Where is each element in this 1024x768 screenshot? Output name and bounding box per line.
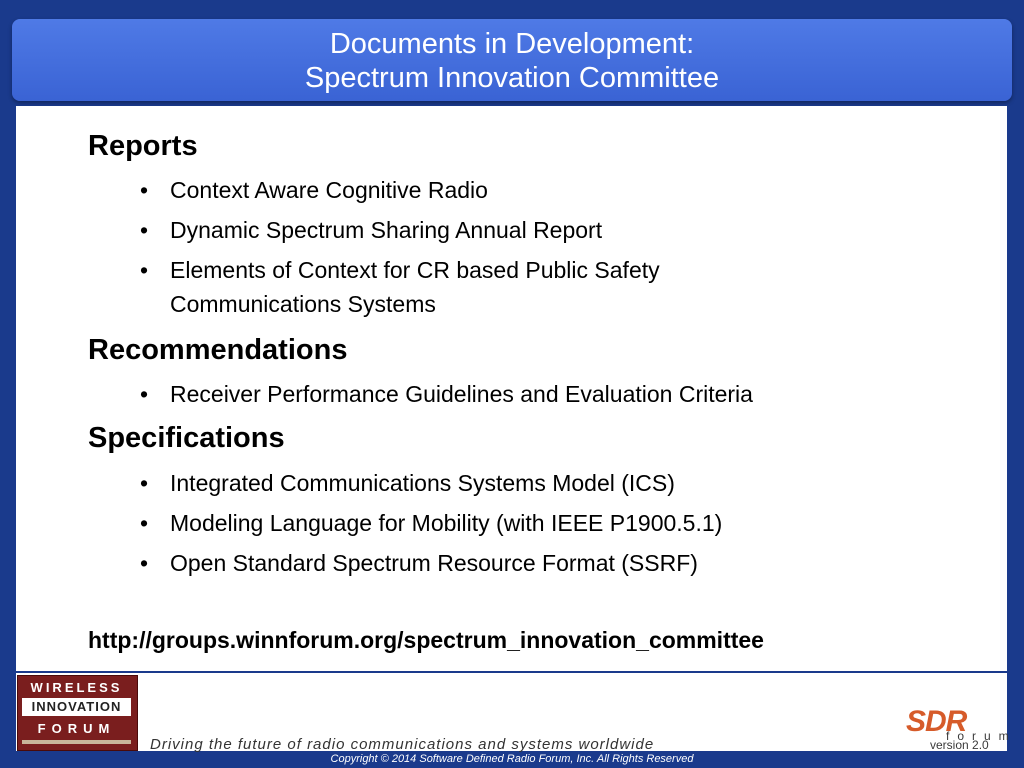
bullet-icon: • xyxy=(140,470,149,496)
bullet-icon: • xyxy=(140,257,149,283)
slide-title-line-1: Documents in Development: xyxy=(329,28,695,60)
wireless-innovation-forum-logo xyxy=(17,675,138,751)
list-item-text: Open Standard Spectrum Resource Format (SSRF) xyxy=(170,550,698,576)
list-item-text: Communications Systems xyxy=(170,291,436,317)
logo-text-forum: FORUM xyxy=(37,721,116,736)
section-heading-recommendations: Recommendations xyxy=(88,334,348,366)
list-item-text: Integrated Communications Systems Model (ICS) xyxy=(170,470,675,496)
copyright-notice: Copyright © 2014 Software Defined Radio Forum, Inc. All Rights Reserved xyxy=(330,753,694,765)
sdr-logo-version: version 2.0 xyxy=(930,738,989,752)
logo-fine-print xyxy=(22,740,131,744)
slide-title-line-2: Spectrum Innovation Committee xyxy=(304,62,720,94)
list-item-text: Dynamic Spectrum Sharing Annual Report xyxy=(170,217,603,243)
slide-title-bar xyxy=(12,19,1012,101)
list-item-text: Elements of Context for CR based Public Safety xyxy=(170,257,660,283)
committee-link[interactable]: http://groups.winnforum.org/spectrum_innovation_committee xyxy=(88,627,764,653)
section-heading-specifications: Specifications xyxy=(88,422,285,454)
bullet-icon: • xyxy=(140,510,149,536)
slide-content xyxy=(16,106,1007,671)
bullet-icon: • xyxy=(140,550,149,576)
bullet-icon: • xyxy=(140,381,149,407)
logo-text-innovation: INNOVATION xyxy=(22,698,131,716)
list-item-text: Context Aware Cognitive Radio xyxy=(170,177,488,203)
sdr-logo-mark: SDR xyxy=(906,705,967,738)
logo-text-wireless: WIRELESS xyxy=(30,680,123,695)
section-heading-reports: Reports xyxy=(88,130,198,162)
list-item-text: Receiver Performance Guidelines and Evaluation Criteria xyxy=(170,381,753,407)
footer-tagline: Driving the future of radio communications and systems worldwide xyxy=(150,736,655,753)
list-item-text: Modeling Language for Mobility (with IEEE P1900.5.1) xyxy=(170,510,723,536)
sdr-logo-forum: forum xyxy=(946,729,1017,743)
sdr-forum-logo xyxy=(906,705,1017,752)
bullet-icon: • xyxy=(140,217,149,243)
footer-divider xyxy=(16,671,1007,673)
bullet-icon: • xyxy=(140,177,149,203)
